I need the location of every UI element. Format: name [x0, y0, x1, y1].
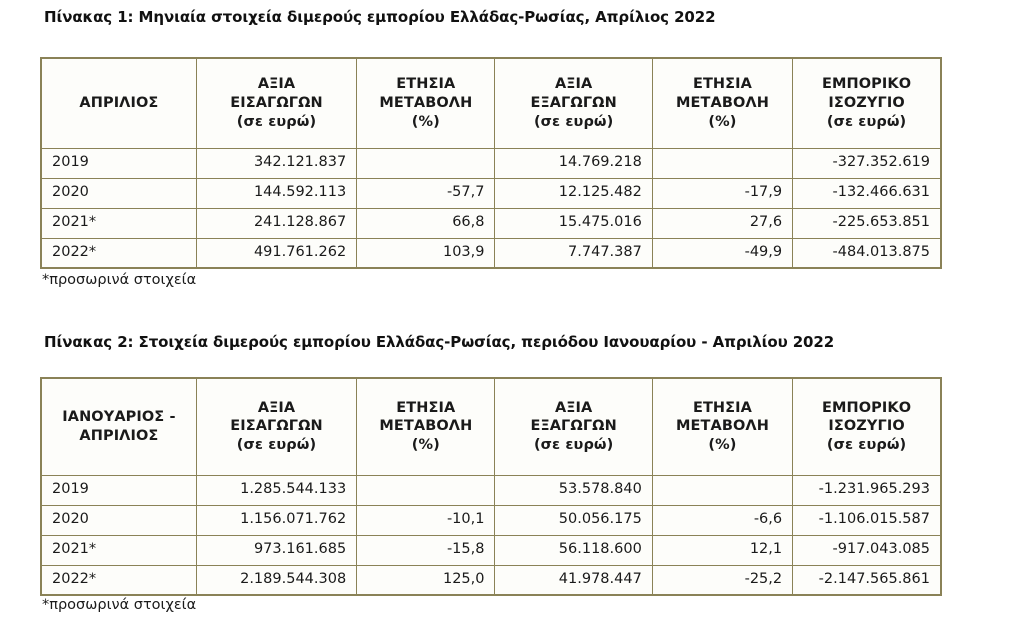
- header-line-2: ΜΕΤΑΒΟΛΗ: [379, 94, 473, 111]
- cell-exports-value: 7.747.387: [495, 238, 652, 268]
- cell-imports-value: 973.161.685: [196, 535, 356, 565]
- cell-imports-change: [357, 475, 495, 505]
- cell-trade-balance: -917.043.085: [793, 535, 941, 565]
- table-1-header: [41, 58, 941, 148]
- table-row: [41, 238, 941, 268]
- header-line-1: ΑΞΙΑ: [257, 76, 296, 93]
- table-1-footnote: *προσωρινά στοιχεία: [42, 272, 197, 288]
- cell-exports-value: 41.978.447: [495, 565, 652, 595]
- table-2-title: Πίνακας 2: Στοιχεία διμερούς εμπορίου Ελλάδας-Ρωσίας, περιόδου Ιανουαρίου - Απριλίου 2022: [44, 333, 835, 351]
- header-line-1: ΕΤΗΣΙΑ: [396, 76, 456, 93]
- header-line-3: (σε ευρώ): [826, 437, 907, 454]
- cell-trade-balance: -1.106.015.587: [793, 505, 941, 535]
- header-line-2: ΕΞΑΓΩΓΩΝ: [530, 94, 617, 111]
- cell-imports-value: 144.592.113: [196, 178, 356, 208]
- cell-imports-change: -57,7: [357, 178, 495, 208]
- header-line-2: ΙΣΟΖΥΓΙΟ: [828, 94, 905, 111]
- cell-imports-change: 103,9: [357, 238, 495, 268]
- column-header-imports-value: [196, 378, 356, 475]
- cell-imports-change: -10,1: [357, 505, 495, 535]
- cell-imports-value: 1.156.071.762: [196, 505, 356, 535]
- cell-exports-change: -25,2: [652, 565, 792, 595]
- cell-exports-change: 12,1: [652, 535, 792, 565]
- cell-exports-value: 50.056.175: [495, 505, 652, 535]
- table-row: [41, 208, 941, 238]
- column-header-trade-balance: [793, 58, 941, 148]
- header-line-2: ΜΕΤΑΒΟΛΗ: [675, 418, 769, 435]
- table-row: [41, 565, 941, 595]
- cell-exports-change: [652, 148, 792, 178]
- cell-exports-change: 27,6: [652, 208, 792, 238]
- column-header-imports-value: [196, 58, 356, 148]
- cell-imports-value: 2.189.544.308: [196, 565, 356, 595]
- header-line-1: ΑΞΙΑ: [554, 76, 593, 93]
- column-header-period: [41, 378, 196, 475]
- header-line-1: ΑΞΙΑ: [554, 399, 593, 416]
- cell-trade-balance: -2.147.565.861: [793, 565, 941, 595]
- column-header-exports-value: [495, 378, 652, 475]
- header-line-1: ΕΜΠΟΡΙΚΟ: [821, 76, 912, 93]
- header-line-3: (σε ευρώ): [533, 437, 614, 454]
- header-line-1: ΑΠΡΙΛΙΟΣ: [79, 94, 159, 111]
- table-2-body: [41, 475, 941, 595]
- table-row: [41, 475, 941, 505]
- cell-exports-value: 15.475.016: [495, 208, 652, 238]
- cell-exports-value: 12.125.482: [495, 178, 652, 208]
- cell-imports-value: 342.121.837: [196, 148, 356, 178]
- cell-imports-change: 125,0: [357, 565, 495, 595]
- column-header-trade-balance: [793, 378, 941, 475]
- cell-exports-change: -6,6: [652, 505, 792, 535]
- cell-trade-balance: -225.653.851: [793, 208, 941, 238]
- cell-year: 2022*: [41, 565, 196, 595]
- cell-year: 2022*: [41, 238, 196, 268]
- table-1-body: [41, 148, 941, 268]
- table-row: [41, 505, 941, 535]
- cell-exports-change: -17,9: [652, 178, 792, 208]
- header-line-2: ΕΞΑΓΩΓΩΝ: [530, 418, 617, 435]
- header-line-3: (%): [411, 113, 440, 130]
- column-header-imports-change: [357, 58, 495, 148]
- cell-trade-balance: -484.013.875: [793, 238, 941, 268]
- header-line-2: ΕΙΣΑΓΩΓΩΝ: [230, 94, 323, 111]
- header-line-1: ΑΞΙΑ: [257, 399, 296, 416]
- header-line-3: (σε ευρώ): [236, 437, 317, 454]
- header-line-3: (%): [411, 437, 440, 454]
- cell-year: 2021*: [41, 208, 196, 238]
- header-line-3: (%): [708, 113, 737, 130]
- column-header-exports-value: [495, 58, 652, 148]
- header-line-2: ΜΕΤΑΒΟΛΗ: [675, 94, 769, 111]
- cell-exports-change: -49,9: [652, 238, 792, 268]
- table-header-row: [41, 58, 941, 148]
- cell-year: 2020: [41, 505, 196, 535]
- cell-exports-value: 14.769.218: [495, 148, 652, 178]
- header-line-3: (%): [708, 437, 737, 454]
- cell-trade-balance: -327.352.619: [793, 148, 941, 178]
- header-line-3: (σε ευρώ): [533, 113, 614, 130]
- cell-imports-value: 1.285.544.133: [196, 475, 356, 505]
- header-line-1: ΕΤΗΣΙΑ: [396, 399, 456, 416]
- header-line-3: (σε ευρώ): [826, 113, 907, 130]
- header-line-2: ΜΕΤΑΒΟΛΗ: [379, 418, 473, 435]
- cell-year: 2019: [41, 148, 196, 178]
- table-row: [41, 148, 941, 178]
- cell-year: 2020: [41, 178, 196, 208]
- cell-exports-value: 53.578.840: [495, 475, 652, 505]
- table-header-row: [41, 378, 941, 475]
- header-line-1: ΕΜΠΟΡΙΚΟ: [821, 399, 912, 416]
- table-1-title: Πίνακας 1: Μηνιαία στοιχεία διμερούς εμπορίου Ελλάδας-Ρωσίας, Απρίλιος 2022: [44, 8, 716, 26]
- column-header-exports-change: [652, 378, 792, 475]
- cell-trade-balance: -132.466.631: [793, 178, 941, 208]
- cell-year: 2021*: [41, 535, 196, 565]
- cell-imports-change: [357, 148, 495, 178]
- header-line-2: ΙΣΟΖΥΓΙΟ: [828, 418, 905, 435]
- cell-trade-balance: -1.231.965.293: [793, 475, 941, 505]
- cell-imports-change: -15,8: [357, 535, 495, 565]
- header-line-2: ΑΠΡΙΛΙΟΣ: [79, 427, 159, 444]
- monthly-trade-table: [40, 57, 942, 269]
- cell-imports-change: 66,8: [357, 208, 495, 238]
- cell-imports-value: 241.128.867: [196, 208, 356, 238]
- header-line-1: ΙΑΝΟΥΑΡΙΟΣ -: [62, 409, 176, 426]
- cell-year: 2019: [41, 475, 196, 505]
- header-line-3: (σε ευρώ): [236, 113, 317, 130]
- header-line-1: ΕΤΗΣΙΑ: [692, 399, 752, 416]
- header-line-2: ΕΙΣΑΓΩΓΩΝ: [230, 418, 323, 435]
- column-header-period: [41, 58, 196, 148]
- table-row: [41, 535, 941, 565]
- cell-imports-value: 491.761.262: [196, 238, 356, 268]
- column-header-imports-change: [357, 378, 495, 475]
- cell-exports-value: 56.118.600: [495, 535, 652, 565]
- cell-exports-change: [652, 475, 792, 505]
- table-row: [41, 178, 941, 208]
- table-2-footnote: *προσωρινά στοιχεία: [42, 597, 197, 613]
- column-header-exports-change: [652, 58, 792, 148]
- cumulative-trade-table: [40, 377, 942, 596]
- table-2-header: [41, 378, 941, 475]
- header-line-1: ΕΤΗΣΙΑ: [692, 76, 752, 93]
